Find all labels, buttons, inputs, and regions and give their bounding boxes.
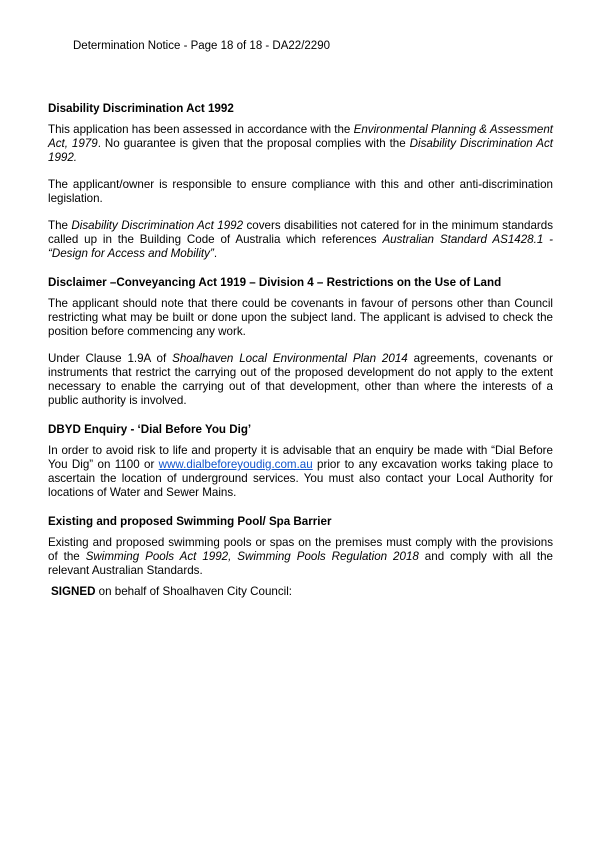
dbyd-website-link[interactable]: www.dialbeforeyoudig.com.au	[158, 458, 313, 471]
text-run: covers disabilities not catered for in the minimum standards called up in the Building Code of Australia which references	[48, 219, 554, 246]
signed-text: on behalf of Shoalhaven City Council:	[95, 585, 293, 598]
text-run: prior to any excavation works taking place to ascertain the location of underground services. You must also contact your Local Authority for locations of Water and Sewer Mains.	[48, 458, 554, 499]
paragraph	[48, 536, 553, 578]
standard-name: Australian Standard AS1428.1 - “Design for Access and Mobility”	[48, 233, 553, 260]
section-title: DBYD Enquiry - ‘Dial Before You Dig’	[48, 423, 252, 436]
section-swimming-pool	[48, 515, 553, 578]
signed-label: SIGNED	[51, 585, 96, 598]
section-title: Disclaimer –Conveyancing Act 1919 – Division 4 – Restrictions on the Use of Land	[48, 276, 502, 289]
paragraph	[48, 444, 553, 500]
text-run: .	[213, 247, 218, 260]
paragraph	[48, 219, 553, 261]
paragraph	[48, 352, 553, 408]
page-header: Determination Notice - Page 18 of 18 - DA22/2290	[73, 40, 330, 52]
plan-name: Shoalhaven Local Environmental Plan 2014	[172, 352, 408, 365]
section-title: Disability Discrimination Act 1992	[48, 102, 234, 115]
section-title: Existing and proposed Swimming Pool/ Spa Barrier	[48, 515, 332, 528]
text-run: agreements, covenants or instruments that restrict the carrying out of the proposed development do not apply to the extent necessary to enable the carrying out of that development, other than where the interests of a public authority is involved.	[48, 352, 554, 407]
text-run: Under Clause 1.9A of	[48, 352, 173, 365]
act-name: Swimming Pools Act 1992, Swimming Pools Regulation 2018	[85, 550, 419, 563]
paragraph: The applicant/owner is responsible to ensure compliance with this and other anti-discrimination legislation.	[48, 178, 553, 205]
text-run: and comply with all the relevant Australian Standards.	[48, 550, 553, 577]
text-run: The	[48, 219, 72, 232]
section-dbyd-enquiry	[48, 423, 553, 500]
paragraph	[48, 123, 553, 165]
text-run: . No guarantee is given that the proposal complies with the	[97, 137, 410, 150]
act-name: Disability Discrimination Act 1992.	[48, 137, 553, 164]
act-name: Disability Discrimination Act 1992	[71, 219, 244, 232]
text-run: Existing and proposed swimming pools or spas on the premises must comply with the provisions of the	[48, 536, 553, 563]
text-run: This application has been assessed in accordance with the	[48, 123, 354, 136]
paragraph: The applicant should note that there could be covenants in favour of persons other than Council restricting what may be built or done upon the subject land. The applicant is advised to check the position before commencing any work.	[48, 297, 553, 338]
signature-line	[51, 585, 292, 598]
document-body	[48, 102, 553, 591]
section-disability-discrimination	[48, 102, 553, 261]
act-name: Environmental Planning & Assessment Act, 1979	[48, 123, 553, 150]
text-run: In order to avoid risk to life and property it is advisable that an enquiry be made with “Dial Before You Dig” on 1100 or	[48, 444, 553, 471]
section-disclaimer-conveyancing	[48, 276, 553, 408]
